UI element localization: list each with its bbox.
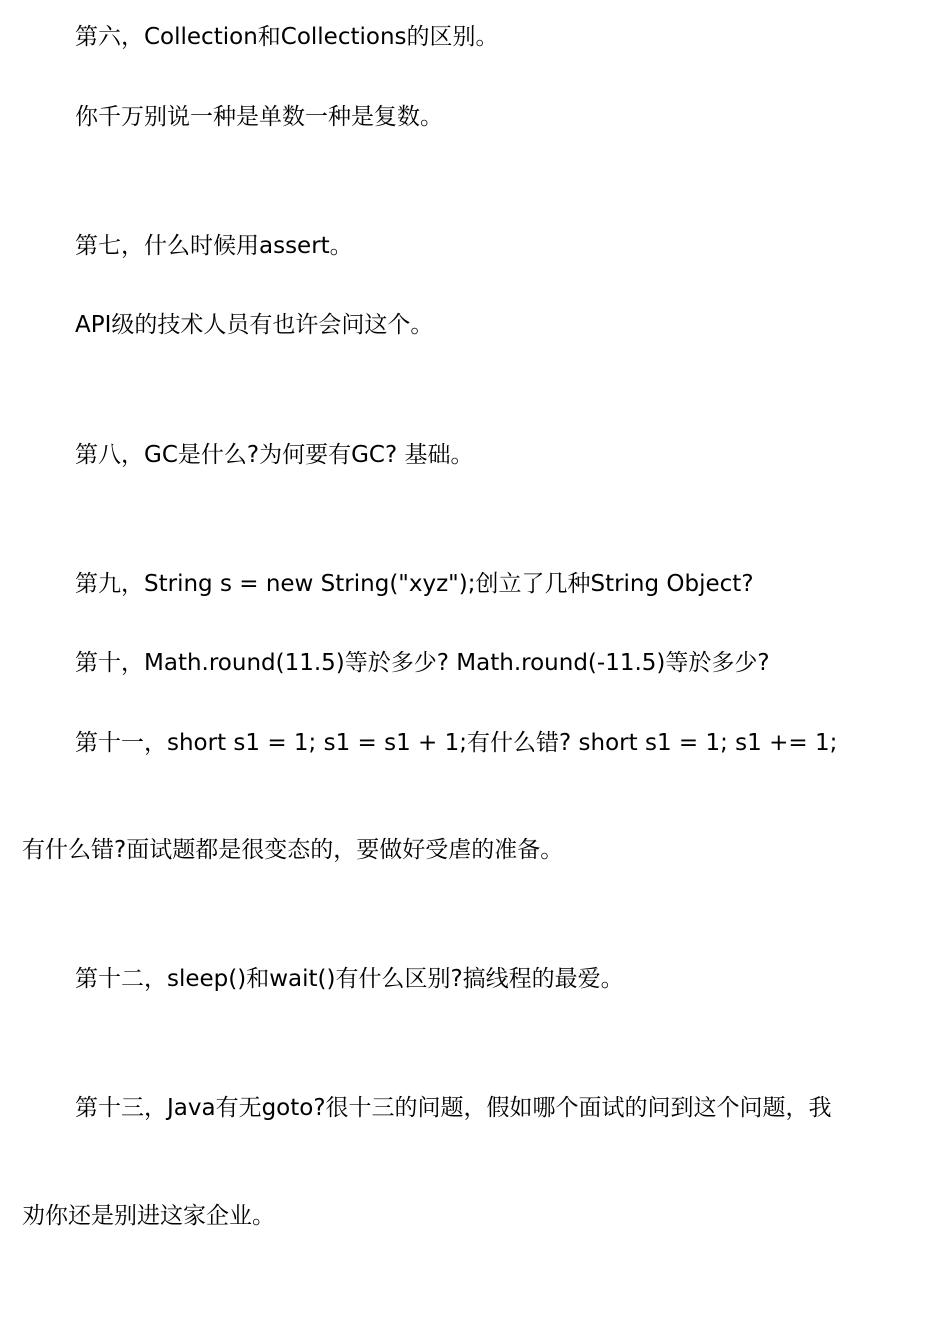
question-10-line: 第十，Math.round(11.5)等於多少? Math.round(-11.5)等於多少? (75, 650, 770, 676)
question-11-line: 第十一，short s1 = 1; s1 = s1 + 1;有什么错? short s1 = 1; s1 += 1; (75, 730, 838, 756)
question-6-line: 第六，Collection和Collections的区别。 (75, 24, 499, 50)
question-7-line: 第七，什么时候用assert。 (75, 233, 353, 259)
question-13-continuation: 劝你还是别进这家企业。 (22, 1203, 275, 1229)
question-12-line: 第十二，sleep()和wait()有什么区别?搞线程的最爱。 (75, 966, 624, 992)
question-13-line: 第十三，Java有无goto?很十三的问题，假如哪个面试的问到这个问题，我 (75, 1095, 832, 1121)
question-7-note: API级的技术人员有也许会问这个。 (75, 312, 434, 338)
question-6-note: 你千万别说一种是单数一种是复数。 (75, 104, 443, 130)
question-11-continuation: 有什么错?面试题都是很变态的，要做好受虐的准备。 (22, 837, 564, 863)
question-8-line: 第八，GC是什么?为何要有GC? 基础。 (75, 442, 474, 468)
question-9-line: 第九，String s = new String("xyz");创立了几种String Object? (75, 571, 754, 597)
